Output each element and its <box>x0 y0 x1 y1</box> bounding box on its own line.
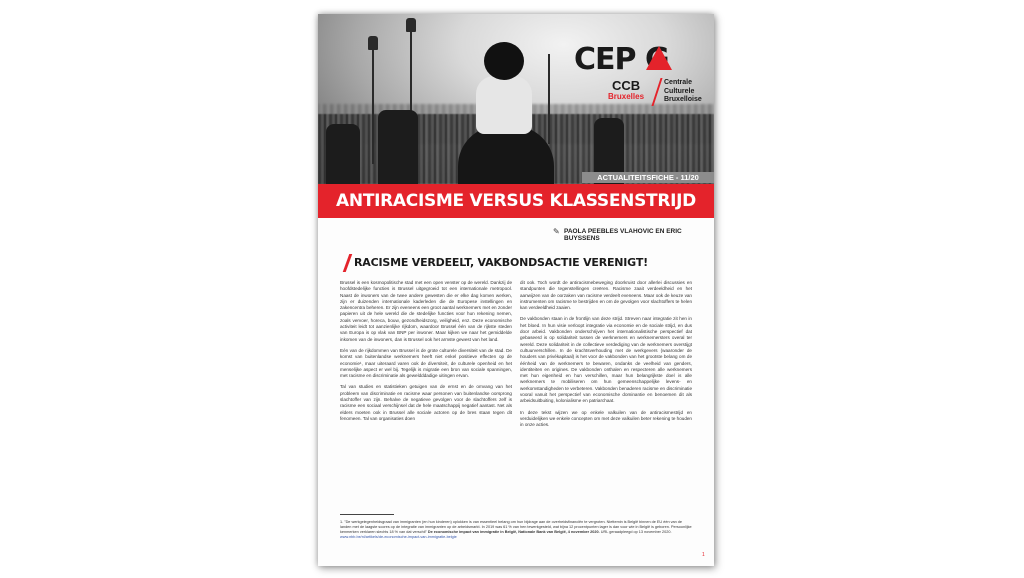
logo-sub-line: Culturele <box>664 87 695 95</box>
logo-wordmark: CEP G <box>574 42 669 77</box>
cepag-logo <box>574 42 710 122</box>
logo-slash <box>651 78 662 106</box>
child-silhouette <box>476 76 532 134</box>
logo-triangle-icon <box>646 46 672 70</box>
lamp-pole <box>548 54 550 144</box>
footnote-source: De economische impact van immigratie in België, Nationale Bank van België, 4 november 2020. <box>427 530 600 534</box>
paragraph: Brussel is een kosmopolitische stad met een open venster op de wereld. Dankzij de hoofdstedelijke functies is Brussel uitgegroeid tot een internationale metropool. Naast de inwoners van de twee andere gewesten die er elke dag komen werken, zijn er duizenden internationale kaderleden die de Europese instellingen en zakencentra beheren. Er zijn eveneens een groot aantal werknemers met en zonder papieren uit de hele wereld die de stedelijke functies voor hun rekening nemen, zoals vervoer, horeca, bouw, gezondheidszorg, veiligheid, enz. Deze economische activiteit leidt tot aanzienlijke rijkdom, waardoor Brussel één van de rijkste steden van Europa is op vlak van BNP per inwoner. Maar kijken we naar het gemiddelde inkomen van de inwoners, dan is Brussel ook het armste gewest van het land. <box>340 280 512 342</box>
footnote-rule <box>340 514 394 515</box>
page-number: 1 <box>702 552 705 558</box>
adult-silhouette <box>458 126 554 184</box>
document-page <box>318 14 714 566</box>
street-lamp <box>406 18 416 32</box>
footnote <box>340 520 692 540</box>
footnote-text: 1. "De werkgelegenheidsgraad van immigranten (en hun kinderen) oplokken is van essentieel belang om hun bijdrage aan de overheidsfinanciën te vergroten. Niettemin is België binnen de EU één van de landen met de laagste scores op de integratie van immigranten op de arbeidsmarkt. In 2019 was 61 % van hen tewerkgesteld, wat bijna 12 procentpunten lager is dan voor wie in België is geboren. Persoonlijke kenmerken verklaren slechts 18 % van dat verschil" <box>340 520 692 534</box>
crowd-person <box>326 124 360 184</box>
paragraph: Eén van de rijkdommen van Brussel is de grote culturele diversiteit van de stad. De komst van buitenlandse werknemers heeft niet enkel positieve effecten op de economie¹, maar uiteraard varen ook de diversiteit, de culturele openheid en het menselijke aspect er wel bij. Tegelijk is migratie een bron van sociale spanningen, met racisme en discriminatie als geweldddadige uitingen ervan. <box>340 347 512 379</box>
street-lamp <box>368 36 378 50</box>
logo-subtitle <box>664 79 702 105</box>
right-column <box>520 280 692 434</box>
crowd-person <box>378 110 418 184</box>
paragraph: Tal van studies en statistieken getuigen van de ernst en de omvang van het probleem van discriminatie en racisme waar personen van buitenlandse oorsprong slachtoffer van zijn. Behalve de negatieve gevolgen voor de slachtoffers zelf is racisme een sociaal verschijnsel dat de hele maatschappij negatief aantast. Net als elders moeten ook in Brussel alle sociale actoren op de bres staan tegen dit fenomeen. Tal van organisaties doen <box>340 384 512 421</box>
child-head <box>484 42 524 80</box>
logo-sub-line: Centrale <box>664 79 693 86</box>
pen-icon: ✎ <box>553 227 560 236</box>
left-column <box>340 280 512 427</box>
footnote-link[interactable]: www.nbb.be/nl/artikels/de-economische-impact-van-immigratie-belgie <box>340 535 457 539</box>
authors: PAOLA PEEBLES VLAHOVIC EN ERIC BUYSSENS <box>564 228 682 242</box>
logo-bruxelles: Bruxelles <box>608 92 645 101</box>
paragraph: dit ook. Toch wordt de antiracismebeweging doorkruist door allerlei discussies en standpunten die tegenstellingen creëren. Racisme zaait verdeeldheid en het aanwijzen van de oorzaken van racisme verdeelt eveneens. Maar ook de keuze van instrumenten om racisme te bestrijden en om de gevolgen voor slachtoffers te helen kan verdeeldheid zaaien. <box>520 280 692 311</box>
hero-photo <box>318 14 714 184</box>
logo-sub-line: Bruxelloise <box>664 96 702 103</box>
section-title: RACISME VERDEELT, VAKBONDSACTIE VERENIGT! <box>354 256 648 269</box>
footnote-url-note: URL geraadpleegd op 13 november 2020. <box>600 530 672 534</box>
fiche-label: ACTUALITEITSFICHE - 11/20 <box>582 172 714 183</box>
logo-ccb: CCB <box>612 78 641 93</box>
paragraph: In deze tekst wijzen we op enkele valkuilen van de antiracismestrijd en verduidelijken we enkele concepten om met deze valkuilen beter rekening te houden in onze acties. <box>520 409 692 428</box>
paragraph: De vakbonden staan in de frontlijn van deze strijd. Streven naar integratie zit hen in het bloed. In hun visie verloopt integratie via economie en de sociale strijd, en dus door arbeid. Vakbonden onderschrijven het internationalistische perspectief dat gebaseerd is op solidariteit tussen de werknemers en werknemersters overal ter wereld. Deze solidariteit in de collectieve verdediging van de werknemers overstijgt cultuurverschillen. In de krachtsverhouding met de werkgevers (waaronder de houders van privékapitaal) is het voor de vakbonden van het grootste belang om de éénheid van de werknemers te bewaren, ondanks de veelheid van genders, identiteiten en origines. De vakbonden onthalen en respecteren alle werknemers met hun eigenheid en hun verschillen, maar hun belangrijkste doel is alle werknemers te mobiliseren om hun gemeenschappelijke levens- en werkomstandigheden te verbeteren. Vakbonden benaderen racisme en discriminatie vooral vanuit het perspectief van economische dominantie en benoemen dit als arbeidsuitbuiting, kolonialisme en patriarchaat. <box>520 316 692 404</box>
document-title: ANTIRACISME VERSUS KLASSENSTRIJD <box>318 184 714 218</box>
lamp-pole <box>372 44 374 164</box>
section-slash <box>343 254 353 272</box>
